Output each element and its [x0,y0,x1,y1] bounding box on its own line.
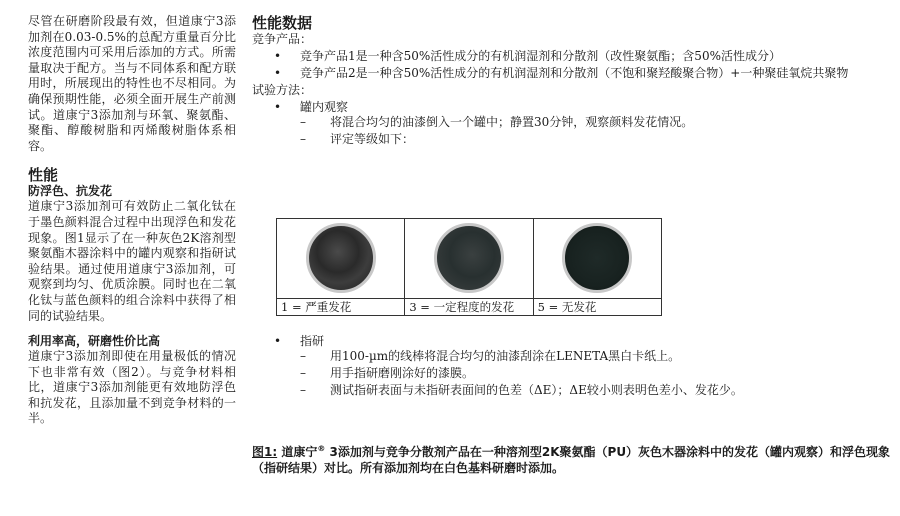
rating-caption: 1 = 严重发花 [277,298,404,315]
rub-step: – 用手指研磨刚涂好的漆膜。 [300,366,892,381]
incan-step: – 评定等级如下： [300,132,892,147]
rub-section [252,332,892,400]
incan-item [252,100,892,147]
figure-caption-text: 3添加剂与竞争分散剂产品在一种溶剂型2K聚氨酯（PU）灰色木器涂料中的发花（罐内观察）和浮色现象（指研结果）对比。所有添加剂均在白色基料研磨时添加。 [252,445,891,475]
competitor-list [252,49,892,81]
rating-images-table [276,218,662,316]
intro-paragraph: 尽管在研磨阶段最有效，但道康宁3添加剂在0.03-0.5%的总配方重量百分比浓度范围内可采用后添加的方式。所需量取决于配方。当与不同体系和配方联用时，所展现出的特性也不尽相同。为确保预期性能，必须全面开展生产前测试。道康宁3添加剂与环氧、聚氨酯、聚酯、醇酸树脂和丙烯酸树脂体系相容。 [28,14,236,153]
anti-float-heading: 防浮色、抗发花 [28,184,113,199]
rating-caption: 5 = 无发花 [534,298,661,315]
registered-mark: ® [317,444,326,453]
incan-step: – 将混合均匀的油漆倒入一个罐中；静置30分钟，观察颜料发花情况。 [300,115,892,130]
rub-step: – 测试指研表面与未指研表面间的色差（ΔE）；ΔE较小则表明色差小、发花少。 [300,383,892,398]
rub-steps [300,349,892,398]
efficiency-paragraph: 道康宁3添加剂即使在用量极低的情况下也非常有效（图2）。与竞争材料相比，道康宁3添加剂能更有效地防浮色和抗发花，且添加量不到竞争材料的一半。 [28,349,236,426]
rub-title: 指研 [300,334,325,348]
right-column [252,14,892,149]
rating-caption: 3 = 一定程度的发花 [405,298,532,315]
rating-cell-3 [405,219,533,315]
left-column [28,14,236,427]
incan-list [252,100,892,147]
paint-can-image [562,223,632,293]
rub-step: – 用100-µm的线棒将混合均匀的油漆刮涂在LENETA黑白卡纸上。 [300,349,892,364]
figure-caption [252,444,892,476]
performance-heading: 性能 [28,166,59,185]
anti-float-paragraph: 道康宁3添加剂可有效防止二氧化钛在于墨色颜料混合过程中出现浮色和发花现象。图1显示了在一种灰色2K溶剂型聚氨酯木器涂料中的罐内观察和指研试验结果。通过使用道康宁3添加剂，可观察到均匀、优质涂膜。同时也在二氧化钛与蓝色颜料的组合涂料中获得了相同的试验结果。 [28,199,236,323]
competitors-label: 竞争产品： [252,32,313,46]
incan-title: 罐内观察 [300,100,349,114]
test-method-label: 试验方法： [252,83,313,97]
rub-list [252,334,892,398]
paint-can-image [434,223,504,293]
figure-caption-brand: 道康宁 [277,445,318,459]
rub-item [252,334,892,398]
paint-can-image [306,223,376,293]
competitor-item: • 竞争产品2是一种含50%活性成分的有机润湿剂和分散剂（不饱和聚羟酸聚合物）+一种聚硅氧烷共聚物 [252,66,892,81]
incan-steps [300,115,892,147]
rating-cell-1 [277,219,405,315]
competitor-item: • 竞争产品1是一种含50%活性成分的有机润湿剂和分散剂（改性聚氨酯；含50%活性成分） [252,49,892,64]
figure-label: 图1: [252,445,278,459]
efficiency-heading: 利用率高，研磨性价比高 [28,334,161,349]
performance-data-heading: 性能数据 [252,14,313,32]
rating-cell-5 [534,219,661,315]
